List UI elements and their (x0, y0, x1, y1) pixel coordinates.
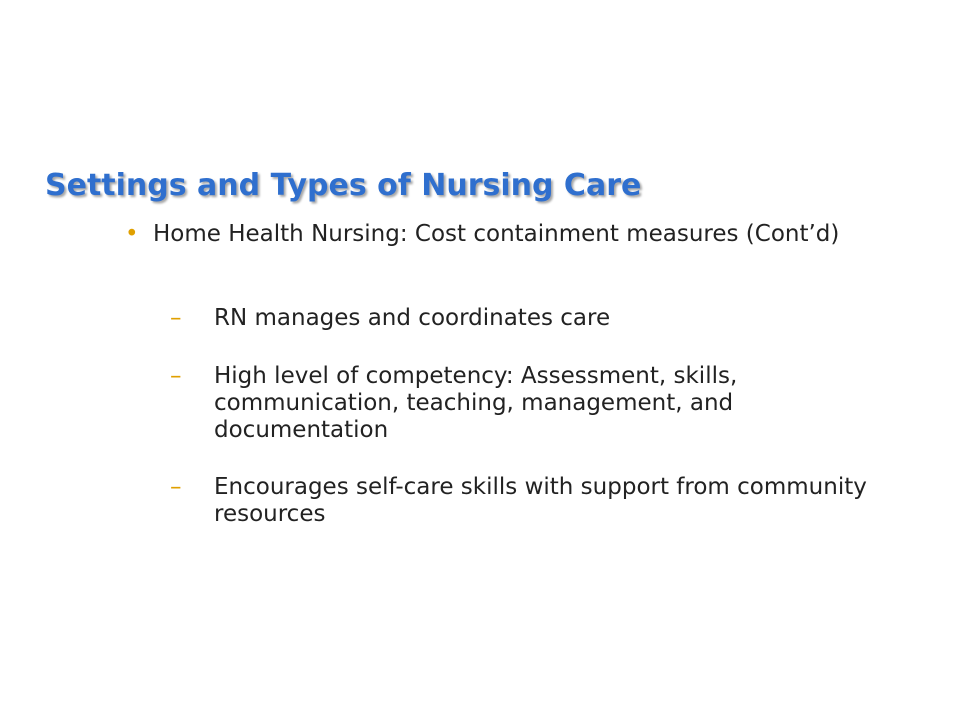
sub-item-3 (170, 474, 900, 528)
sub-item-marker: – (170, 474, 182, 500)
bullet-text: Home Health Nursing: Cost containment measures (Cont’d) (153, 221, 840, 247)
sub-item-text: RN manages and coordinates care (214, 305, 611, 331)
sub-item-marker: – (170, 363, 182, 389)
bullet-marker: • (125, 221, 139, 247)
sub-item-2 (170, 363, 900, 444)
sub-item-text: High level of competency: Assessment, skills, communication, teaching, management, and documentation (214, 363, 738, 443)
bullet-item (125, 219, 915, 250)
sub-item-text: Encourages self-care skills with support from community resources (214, 474, 867, 527)
slide-title: Settings and Types of Nursing Care (45, 168, 642, 203)
sub-item-marker: – (170, 305, 182, 331)
sub-item-1 (170, 305, 900, 332)
